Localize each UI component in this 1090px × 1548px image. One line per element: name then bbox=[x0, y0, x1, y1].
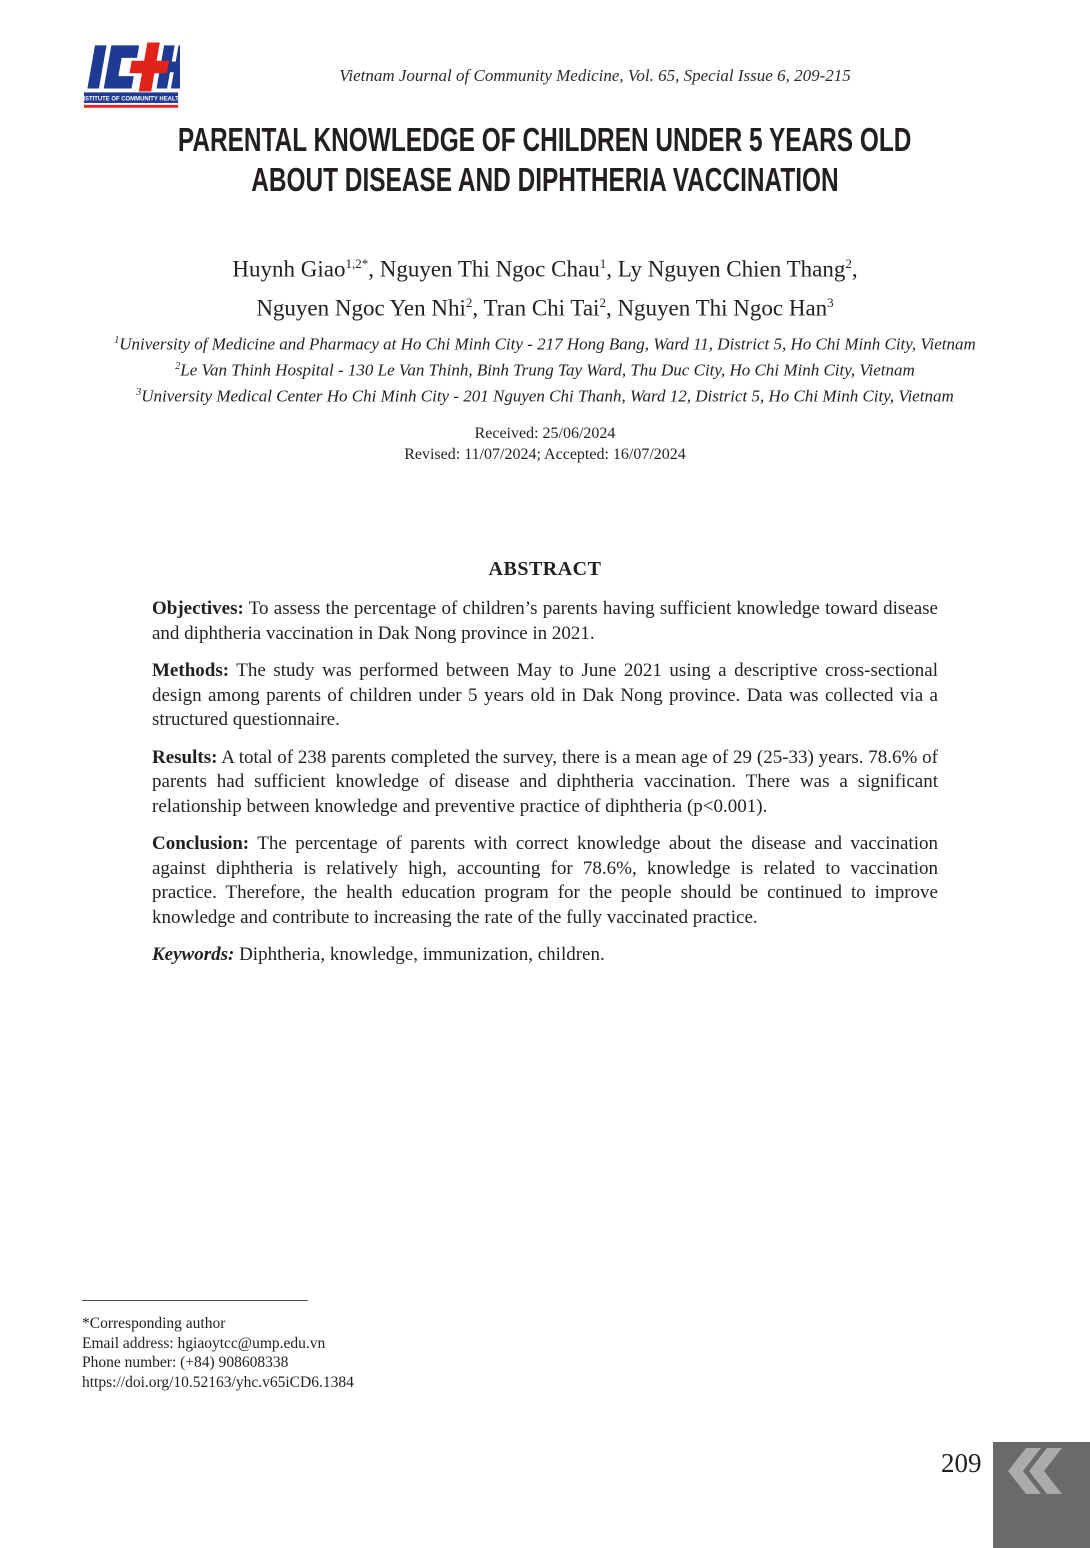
results-label: Results: bbox=[152, 746, 218, 768]
email-line: Email address: hgiaoytcc@ump.edu.vn bbox=[82, 1334, 326, 1352]
revised-accepted-date: Revised: 11/07/2024; Accepted: 16/07/2024 bbox=[404, 445, 686, 463]
author-name: , Nguyen Thi Ngoc Chau bbox=[368, 256, 600, 282]
paper-title-line-2: ABOUT DISEASE AND DIPHTHERIA VACCINATION bbox=[251, 161, 839, 198]
conclusion-text: The percentage of parents with correct knowledge about the disease and vaccination against diphtheria is relatively high, accounting for 78.6%, knowledge is related to vaccination practice. Therefore, the health education program for the people should be continued to improve knowledge and contribute to increasing the rate of the fully vaccinated practice. bbox=[152, 833, 938, 928]
author-affil-marker: 2 bbox=[845, 256, 852, 271]
author-name: , Ly Nguyen Chien Thang bbox=[606, 256, 846, 282]
methods-text: The study was performed between May to June 2021 using a descriptive cross-sectional design among parents of children under 5 years old in Dak Nong province. Data was collected via a structured questionnaire. bbox=[152, 660, 938, 730]
affiliation-marker: 1 bbox=[114, 335, 120, 346]
paper-title bbox=[0, 120, 1090, 200]
affiliation-1 bbox=[0, 330, 1090, 356]
affiliation-marker: 3 bbox=[136, 387, 142, 399]
affiliation-text: University Medical Center Ho Chi Minh City - 201 Nguyen Chi Thanh, Ward 12, District 5, Ho Chi Minh City, Vietnam bbox=[141, 386, 954, 406]
keywords-line bbox=[152, 943, 938, 968]
affiliation-3 bbox=[0, 382, 1090, 408]
keywords-text: Diphtheria, knowledge, immunization, children. bbox=[239, 944, 605, 965]
received-date: Received: 25/06/2024 bbox=[474, 425, 616, 442]
author-line-1 bbox=[0, 247, 1090, 286]
conclusion-label: Conclusion: bbox=[152, 833, 250, 854]
affiliation-2 bbox=[0, 356, 1090, 382]
author-affil-marker: 1 bbox=[599, 256, 607, 271]
dates bbox=[0, 424, 1090, 465]
doi-line: https://doi.org/10.52163/yhc.v65iCD6.1384 bbox=[82, 1373, 354, 1391]
affiliation-text: University of Medicine and Pharmacy at Ho Chi Minh City - 217 Hong Bang, Ward 11, District 5, Ho Chi Minh City, Vietnam bbox=[119, 334, 976, 354]
methods-label: Methods: bbox=[152, 660, 230, 681]
double-chevron-icon bbox=[1000, 1448, 1062, 1496]
logo-banner-text: INSTITUTE OF COMMUNITY HEALTH bbox=[84, 96, 180, 103]
journal-header: Vietnam Journal of Community Medicine, Vol. 65, Special Issue 6, 209-215 bbox=[339, 66, 851, 85]
keywords-label: Keywords: bbox=[152, 944, 235, 965]
author-name: Huynh Giao bbox=[232, 256, 346, 282]
author-line-2 bbox=[0, 286, 1090, 325]
corresponding-author-note: *Corresponding author bbox=[82, 1315, 226, 1332]
corner-decoration bbox=[993, 1442, 1090, 1548]
footnote-divider bbox=[82, 1300, 308, 1301]
methods-paragraph bbox=[152, 659, 938, 733]
objectives-paragraph bbox=[152, 597, 938, 646]
author-name: , Tran Chi Tai bbox=[472, 295, 600, 321]
phone-line: Phone number: (+84) 908608338 bbox=[82, 1354, 289, 1371]
author-line-separator: , bbox=[851, 256, 858, 282]
conclusion-paragraph bbox=[152, 832, 938, 930]
affiliations bbox=[0, 330, 1090, 408]
author-affil-marker: 2 bbox=[599, 294, 606, 310]
author-affil-marker: 3 bbox=[827, 294, 834, 310]
author-affil-marker: 1,2* bbox=[345, 256, 369, 271]
results-text: A total of 238 parents completed the survey, there is a mean age of 29 (25-33) years. 78.6% of parents had sufficient knowledge of disease and diphtheria vaccination. There was a significant relationship between knowledge and preventive practice of diphtheria (p<0.001). bbox=[152, 746, 939, 817]
author-name: , Nguyen Thi Ngoc Han bbox=[605, 295, 828, 321]
objectives-text: To assess the percentage of children’s parents having sufficient knowledge toward disease and diphtheria vaccination in Dak Nong province in 2021. bbox=[152, 598, 938, 644]
affiliation-marker: 2 bbox=[175, 361, 181, 373]
abstract-heading: ABSTRACT bbox=[488, 558, 602, 580]
results-paragraph bbox=[152, 746, 938, 820]
authors bbox=[0, 247, 1090, 324]
affiliation-text: Le Van Thinh Hospital - 130 Le Van Thinh, Binh Trung Tay Ward, Thu Duc City, Ho Chi Minh City, Vietnam bbox=[180, 360, 915, 380]
author-name: Nguyen Ngoc Yen Nhi bbox=[256, 295, 466, 321]
footnote bbox=[82, 1300, 562, 1392]
paper-title-line-1: PARENTAL KNOWLEDGE OF CHILDREN UNDER 5 YEARS OLD bbox=[178, 121, 912, 158]
abstract-section bbox=[152, 558, 938, 981]
page-number: 209 bbox=[941, 1448, 982, 1478]
author-affil-marker: 2 bbox=[465, 294, 473, 310]
objectives-label: Objectives: bbox=[152, 598, 244, 619]
